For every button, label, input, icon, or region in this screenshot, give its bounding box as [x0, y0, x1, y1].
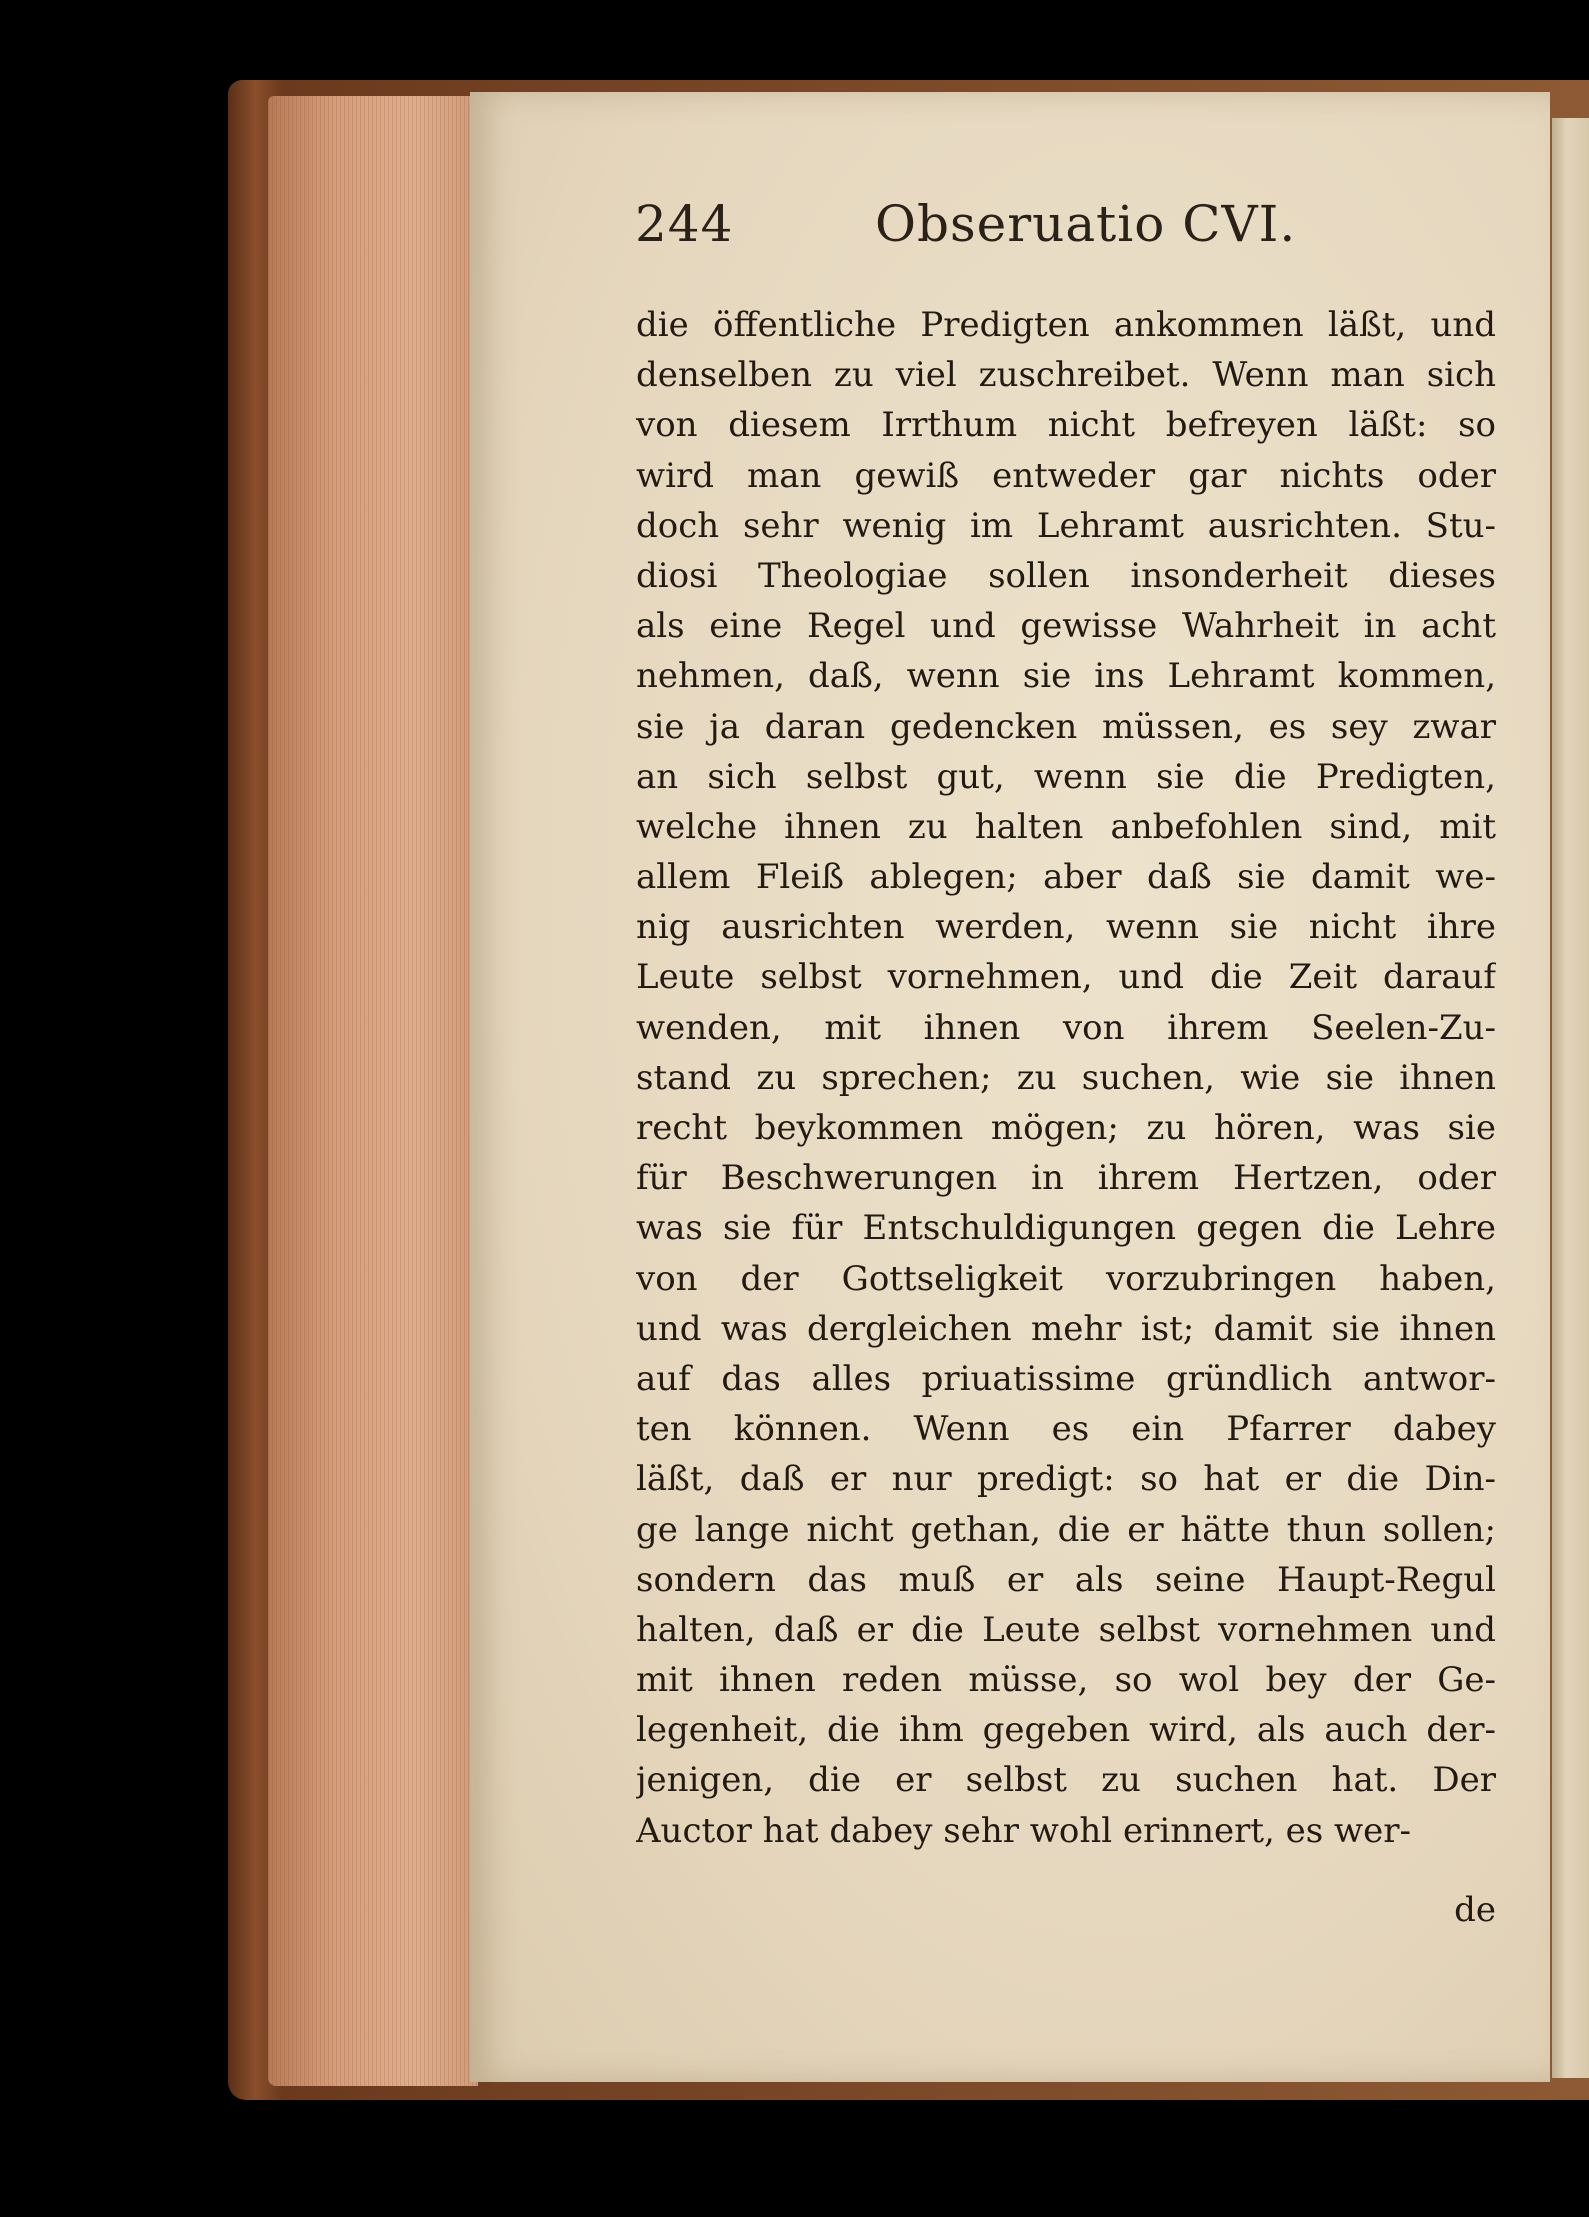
text-line: auf das alles priuatissime gründlich antwor- [636, 1358, 1496, 1399]
page-fore-edge [268, 96, 478, 2086]
text-line: von der Gottseligkeit vorzubringen haben, [636, 1258, 1496, 1299]
text-line: Leute selbst vornehmen, und die Zeit darauf [636, 957, 1496, 998]
text-line: die öffentliche Predigten ankommen läßt, und [636, 305, 1496, 345]
text-line: recht beykommen mögen; zu hören, was sie [636, 1108, 1496, 1148]
facing-page-edge [1552, 118, 1589, 2078]
text-line: wenden, mit ihnen von ihrem Seelen-Zu- [636, 1007, 1496, 1048]
text-line: als eine Regel und gewisse Wahrheit in acht [636, 606, 1496, 647]
running-head: Obseruatio CVI. [875, 195, 1297, 253]
text-line: für Beschwerungen in ihrem Hertzen, oder [636, 1158, 1496, 1199]
text-line: denselben zu viel zuschreibet. Wenn man sich [636, 355, 1496, 396]
text-line: legenheit, die ihm gegeben wird, als auch der- [636, 1710, 1496, 1751]
page-header [635, 195, 1495, 265]
text-line: welche ihnen zu halten anbefohlen sind, mit [636, 806, 1496, 847]
text-line: stand zu sprechen; zu suchen, wie sie ihnen [636, 1057, 1496, 1098]
text-line: ten können. Wenn es ein Pfarrer dabey [636, 1409, 1496, 1450]
text-line: sie ja daran gedencken müssen, es sey zwar [636, 706, 1496, 747]
text-line: was sie für Entschuldigungen gegen die Lehre [636, 1208, 1496, 1249]
text-line: Auctor hat dabey sehr wohl erinnert, es wer- [636, 1810, 1411, 1851]
text-line: von diesem Irrthum nicht befreyen läßt: so [636, 405, 1496, 446]
text-line: nig ausrichten werden, wenn sie nicht ihre [636, 907, 1496, 948]
text-line: nehmen, daß, wenn sie ins Lehramt kommen, [636, 656, 1496, 697]
text-line: und was dergleichen mehr ist; damit sie ihnen [636, 1308, 1496, 1349]
text-line: wird man gewiß entweder gar nichts oder [636, 455, 1496, 496]
catchword: de [1454, 1890, 1496, 1930]
text-line: sondern das muß er als seine Haupt-Regul [636, 1559, 1496, 1600]
text-line: diosi Theologiae sollen insonderheit dieses [636, 555, 1496, 596]
text-line: an sich selbst gut, wenn sie die Predigten, [636, 756, 1496, 797]
text-line: mit ihnen reden müsse, so wol bey der Ge- [636, 1660, 1496, 1701]
text-line: läßt, daß er nur predigt: so hat er die Din- [636, 1459, 1496, 1500]
body-text [636, 300, 1496, 1856]
text-line: ge lange nicht gethan, die er hätte thun sollen; [636, 1509, 1496, 1550]
text-line: jenigen, die er selbst zu suchen hat. Der [636, 1760, 1496, 1801]
page-number: 244 [635, 195, 734, 253]
text-line: halten, daß er die Leute selbst vornehmen und [636, 1609, 1496, 1650]
text-line: allem Fleiß ablegen; aber daß sie damit we- [636, 857, 1496, 898]
text-line: doch sehr wenig im Lehramt ausrichten. Stu- [636, 505, 1496, 546]
